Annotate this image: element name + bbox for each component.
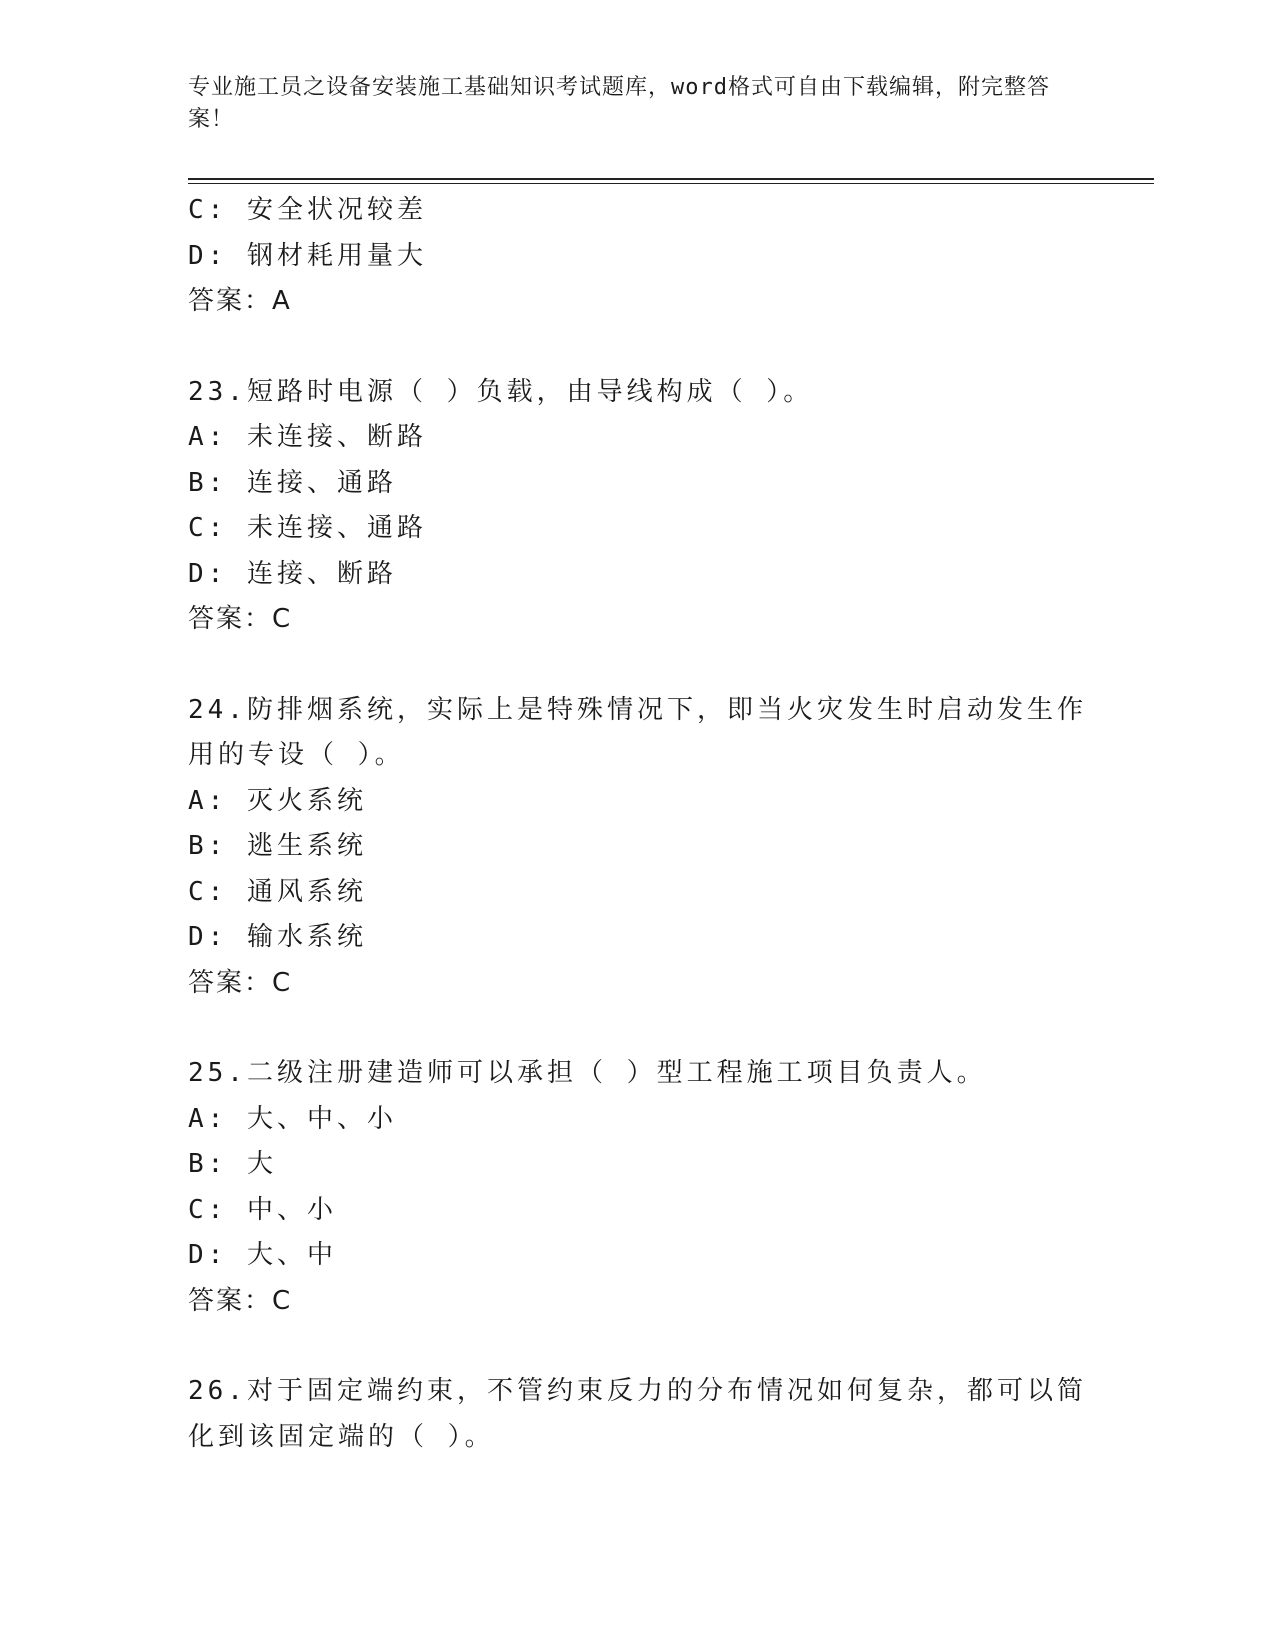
question-22-continued — [188, 188, 1088, 325]
option-a: A: 未连接、断路 — [188, 422, 427, 452]
question-26 — [188, 1369, 1088, 1460]
option-b: B: 逃生系统 — [188, 831, 367, 861]
question-25 — [188, 1051, 1088, 1324]
option-c: C: 通风系统 — [188, 876, 367, 907]
option-b: B: 大 — [188, 1149, 277, 1179]
option-c: C: 安全状况较差 — [188, 195, 427, 225]
option-d: D: 大、中 — [188, 1240, 337, 1270]
header-divider-thin — [188, 183, 1154, 184]
question-23 — [188, 370, 1088, 643]
header-divider-thick — [188, 178, 1154, 180]
document-header: 专业施工员之设备安装施工基础知识考试题库，word格式可自由下载编辑，附完整答案！ — [188, 75, 1050, 132]
option-d: D: 连接、断路 — [188, 558, 397, 589]
question-stem: 26.对于固定端约束，不管约束反力的分布情况如何复杂，都可以简化到该固定端的（ ）。 — [188, 1376, 1087, 1452]
option-b: B: 连接、通路 — [188, 467, 397, 498]
question-stem: 23.短路时电源（ ）负载，由导线构成（ ）。 — [188, 376, 814, 407]
answer-label: 答案：A — [188, 286, 292, 316]
question-24 — [188, 688, 1088, 1007]
answer-label: 答案：C — [188, 604, 293, 634]
question-list — [188, 188, 1088, 1460]
option-c: C: 未连接、通路 — [188, 513, 427, 543]
option-a: A: 灭火系统 — [188, 785, 367, 816]
option-d: D: 钢材耗用量大 — [188, 240, 427, 271]
question-stem: 24.防排烟系统，实际上是特殊情况下，即当火灾发生时启动发生作用的专设（ ）。 — [188, 694, 1087, 770]
option-c: C: 中、小 — [188, 1194, 337, 1225]
answer-label: 答案：C — [188, 1285, 293, 1316]
question-stem: 25.二级注册建造师可以承担（ ）型工程施工项目负责人。 — [188, 1058, 987, 1088]
option-d: D: 输水系统 — [188, 922, 367, 952]
option-a: A: 大、中、小 — [188, 1103, 397, 1134]
answer-label: 答案：C — [188, 967, 293, 998]
